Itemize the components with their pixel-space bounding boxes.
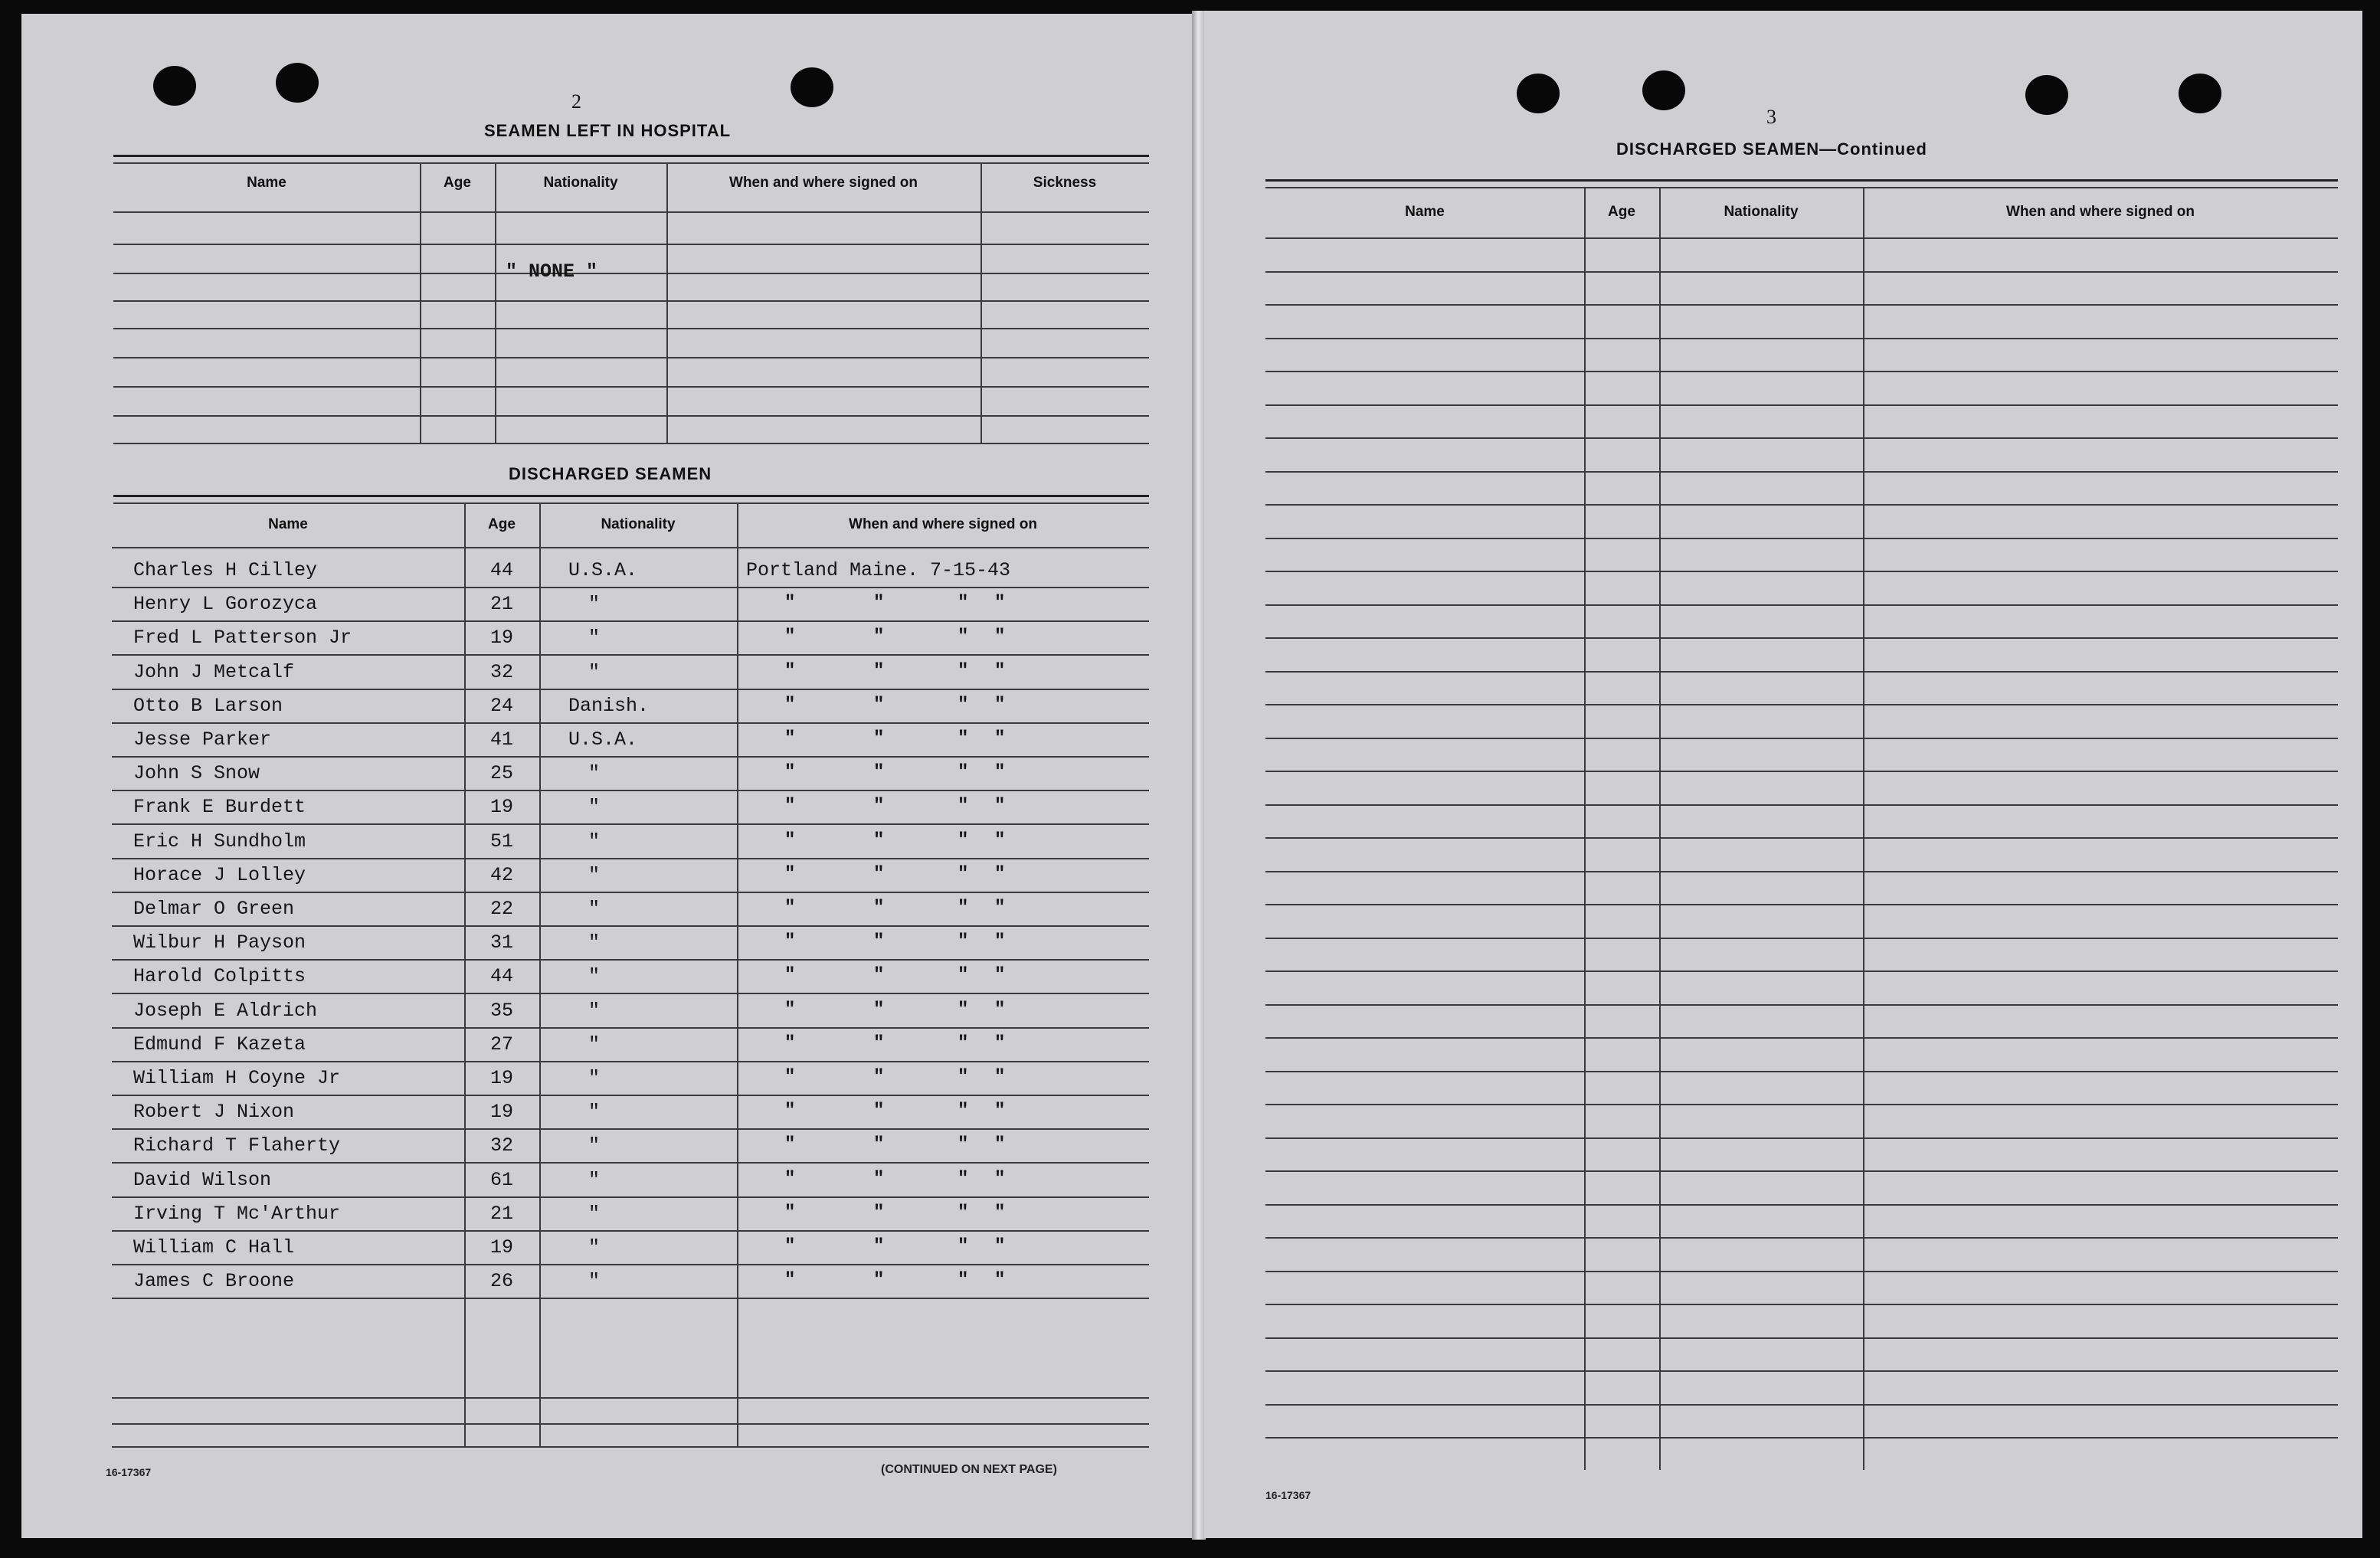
ditto-mark: ": [994, 796, 1006, 817]
crew-age: 42: [490, 864, 514, 886]
row-rule: [1265, 1404, 2338, 1406]
row-rule: [1265, 804, 2338, 806]
row-rule: [112, 959, 1149, 961]
ditto-mark: ": [994, 1000, 1006, 1020]
row-rule: [1265, 738, 2338, 739]
row-rule: [1265, 904, 2338, 905]
ditto-mark: ": [873, 1169, 885, 1190]
crew-nationality: ": [588, 1033, 601, 1056]
crew-age: 25: [490, 762, 514, 784]
row-rule: [112, 654, 1149, 656]
row-rule: [112, 1230, 1149, 1232]
column-divider: [420, 162, 421, 443]
crew-name: Harold Colpitts: [133, 965, 306, 987]
column-divider: [666, 162, 668, 443]
ditto-mark: ": [873, 965, 885, 986]
ditto-mark: ": [784, 1236, 796, 1257]
row-rule: [1265, 1237, 2338, 1239]
crew-nationality: ": [588, 661, 601, 683]
row-rule: [1265, 604, 2338, 606]
row-rule: [1265, 1337, 2338, 1339]
crew-age: 19: [490, 1236, 514, 1259]
row-rule: [112, 1446, 1149, 1448]
column-divider: [980, 162, 982, 443]
ditto-mark: ": [994, 898, 1006, 918]
ditto-mark: ": [784, 695, 796, 715]
ditto-mark: ": [784, 898, 796, 918]
row-rule: [112, 1397, 1149, 1399]
row-rule: [112, 1298, 1149, 1299]
row-rule: [1265, 571, 2338, 572]
ditto-mark: ": [994, 1169, 1006, 1190]
ditto-mark: ": [784, 762, 796, 783]
crew-name: Joseph E Aldrich: [133, 1000, 318, 1022]
row-rule: [112, 756, 1149, 758]
row-rule: [1265, 437, 2338, 439]
row-rule: [1265, 1271, 2338, 1272]
continued-header-signed-on: When and where signed on: [2006, 204, 2195, 220]
ditto-mark: ": [994, 1134, 1006, 1155]
row-rule: [1265, 871, 2338, 872]
crew-nationality: ": [588, 898, 601, 920]
row-rule: [112, 1128, 1149, 1130]
ditto-mark: ": [873, 864, 885, 885]
ditto-mark: ": [873, 661, 885, 682]
crew-nationality: ": [588, 1067, 601, 1089]
punch-hole: [153, 66, 196, 106]
ditto-mark: ": [958, 1067, 969, 1088]
crew-name: James C Broone: [133, 1270, 295, 1292]
row-rule: [112, 722, 1149, 724]
ditto-mark: ": [873, 931, 885, 952]
ditto-mark: ": [784, 796, 796, 817]
crew-nationality: U.S.A.: [568, 728, 638, 751]
ditto-mark: ": [784, 1033, 796, 1054]
row-rule: [112, 993, 1149, 994]
ditto-mark: ": [994, 1203, 1006, 1223]
ditto-mark: ": [784, 931, 796, 952]
row-rule: [1265, 1071, 2338, 1072]
row-rule: [1265, 704, 2338, 705]
row-rule: [1265, 371, 2338, 372]
crew-name: Delmar O Green: [133, 898, 295, 920]
ditto-mark: ": [958, 627, 969, 647]
crew-age: 19: [490, 1101, 514, 1123]
row-rule: [112, 1264, 1149, 1265]
ditto-mark: ": [958, 830, 969, 851]
punch-hole: [791, 67, 833, 107]
rule: [1265, 179, 2338, 182]
row-rule: [113, 415, 1149, 417]
form-number: 16-17367: [1265, 1489, 1311, 1501]
discharged-section-title: DISCHARGED SEAMEN: [509, 464, 712, 483]
column-divider: [737, 502, 738, 1446]
row-rule: [1265, 538, 2338, 539]
ditto-mark: ": [994, 1270, 1006, 1291]
ditto-mark: ": [784, 1000, 796, 1020]
crew-age: 21: [490, 1203, 514, 1225]
crew-nationality: ": [588, 1270, 601, 1292]
right-page: [1204, 11, 2362, 1538]
row-rule: [112, 858, 1149, 859]
ditto-mark: ": [958, 593, 969, 614]
row-rule: [1265, 304, 2338, 306]
crew-name: Horace J Lolley: [133, 864, 306, 886]
ditto-mark: ": [873, 898, 885, 918]
ditto-mark: ": [994, 1101, 1006, 1121]
crew-name: Eric H Sundholm: [133, 830, 306, 853]
row-rule: [112, 1095, 1149, 1096]
ditto-mark: ": [994, 661, 1006, 682]
row-rule: [1265, 1004, 2338, 1006]
crew-name: William H Coyne Jr: [133, 1067, 341, 1089]
crew-name: Frank E Burdett: [133, 796, 306, 818]
ditto-mark: ": [994, 965, 1006, 986]
ditto-mark: ": [958, 898, 969, 918]
ditto-mark: ": [873, 1000, 885, 1020]
ditto-mark: ": [873, 1033, 885, 1054]
crew-name: Charles H Cilley: [133, 559, 318, 581]
ditto-mark: ": [784, 1203, 796, 1223]
continued-header-name: Name: [1405, 204, 1445, 220]
row-rule: [112, 587, 1149, 588]
crew-nationality: ": [588, 864, 601, 886]
row-rule: [113, 244, 1149, 245]
row-rule: [1265, 504, 2338, 506]
crew-name: David Wilson: [133, 1169, 272, 1191]
crew-age: 32: [490, 1134, 514, 1157]
crew-age: 51: [490, 830, 514, 853]
row-rule: [1265, 1370, 2338, 1372]
rule: [113, 155, 1149, 157]
left-page: [21, 14, 1193, 1538]
header-rule: [112, 547, 1149, 548]
ditto-mark: ": [958, 762, 969, 783]
hosp-header-nationality: Nationality: [543, 175, 618, 191]
ditto-mark: ": [784, 965, 796, 986]
page-number: 2: [571, 90, 581, 113]
row-rule: [113, 273, 1149, 274]
crew-age: 24: [490, 695, 514, 717]
ditto-mark: ": [958, 931, 969, 952]
crew-age: 19: [490, 627, 514, 649]
crew-name: William C Hall: [133, 1236, 295, 1259]
ditto-mark: ": [958, 1101, 969, 1121]
row-rule: [112, 689, 1149, 690]
crew-signed-on: Portland Maine. 7-15-43: [746, 559, 1011, 581]
hosp-header-name: Name: [247, 175, 286, 191]
ditto-mark: ": [958, 796, 969, 817]
crew-name: Henry L Gorozyca: [133, 593, 318, 615]
crew-nationality: Danish.: [568, 695, 650, 717]
rule: [1265, 187, 2338, 188]
ditto-mark: ": [873, 627, 885, 647]
ditto-mark: ": [994, 1236, 1006, 1257]
ditto-mark: ": [873, 695, 885, 715]
punch-hole: [276, 63, 319, 103]
ditto-mark: ": [784, 627, 796, 647]
ditto-mark: ": [784, 830, 796, 851]
crew-name: Robert J Nixon: [133, 1101, 295, 1123]
row-rule: [1265, 970, 2338, 972]
row-rule: [1265, 404, 2338, 406]
row-rule: [113, 300, 1149, 302]
ditto-mark: ": [994, 1033, 1006, 1054]
ditto-mark: ": [873, 1270, 885, 1291]
ditto-mark: ": [994, 593, 1006, 614]
ditto-mark: ": [873, 593, 885, 614]
crew-nationality: ": [588, 1134, 601, 1157]
crew-nationality: ": [588, 1000, 601, 1022]
ditto-mark: ": [873, 1203, 885, 1223]
row-rule: [113, 328, 1149, 329]
crew-age: 19: [490, 1067, 514, 1089]
crew-nationality: ": [588, 1203, 601, 1225]
ditto-mark: ": [784, 864, 796, 885]
hospital-entry: " NONE ": [506, 260, 598, 283]
row-rule: [112, 620, 1149, 622]
ditto-mark: ": [994, 762, 1006, 783]
row-rule: [1265, 271, 2338, 273]
crew-name: Richard T Flaherty: [133, 1134, 341, 1157]
crew-age: 31: [490, 931, 514, 954]
discharged-header-signed-on: When and where signed on: [849, 516, 1037, 532]
ditto-mark: ": [994, 728, 1006, 749]
ditto-mark: ": [873, 762, 885, 783]
ditto-mark: ": [994, 627, 1006, 647]
row-rule: [1265, 1204, 2338, 1206]
ditto-mark: ": [958, 1134, 969, 1155]
ditto-mark: ": [958, 965, 969, 986]
hosp-header-age: Age: [444, 175, 471, 191]
rule: [113, 495, 1149, 497]
ditto-mark: ": [873, 1236, 885, 1257]
crew-nationality: ": [588, 1236, 601, 1259]
row-rule: [1265, 237, 2338, 239]
crew-name: John J Metcalf: [133, 661, 295, 683]
crew-nationality: ": [588, 627, 601, 649]
hosp-header-signed-on: When and where signed on: [729, 175, 918, 191]
continued-header-age: Age: [1608, 204, 1635, 220]
ditto-mark: ": [784, 1270, 796, 1291]
punch-hole: [1642, 70, 1685, 110]
row-rule: [113, 443, 1149, 444]
form-number: 16-17367: [106, 1466, 152, 1478]
ditto-mark: ": [958, 1000, 969, 1020]
row-rule: [113, 211, 1149, 213]
crew-nationality: ": [588, 593, 601, 615]
ditto-mark: ": [958, 1203, 969, 1223]
ditto-mark: ": [784, 1169, 796, 1190]
column-divider: [1863, 187, 1864, 1470]
crew-nationality: ": [588, 762, 601, 784]
row-rule: [1265, 637, 2338, 639]
crew-age: 21: [490, 593, 514, 615]
row-rule: [112, 1162, 1149, 1164]
discharged-header-nationality: Nationality: [601, 516, 676, 532]
crew-age: 41: [490, 728, 514, 751]
ditto-mark: ": [873, 1101, 885, 1121]
row-rule: [112, 925, 1149, 927]
page-number: 3: [1766, 106, 1776, 128]
column-divider: [1584, 187, 1586, 1470]
crew-name: Wilbur H Payson: [133, 931, 306, 954]
ditto-mark: ": [994, 931, 1006, 952]
row-rule: [1265, 1104, 2338, 1105]
ditto-mark: ": [994, 830, 1006, 851]
punch-hole: [2025, 75, 2068, 115]
continued-footer: (CONTINUED ON NEXT PAGE): [881, 1463, 1057, 1476]
column-divider: [1659, 187, 1661, 1470]
row-rule: [1265, 1304, 2338, 1305]
ditto-mark: ": [784, 1067, 796, 1088]
crew-nationality: U.S.A.: [568, 559, 638, 581]
crew-age: 44: [490, 965, 514, 987]
crew-nationality: ": [588, 830, 601, 853]
crew-age: 44: [490, 559, 514, 581]
crew-nationality: ": [588, 796, 601, 818]
row-rule: [1265, 771, 2338, 772]
row-rule: [112, 790, 1149, 791]
row-rule: [1265, 471, 2338, 473]
ditto-mark: ": [994, 1067, 1006, 1088]
crew-name: Jesse Parker: [133, 728, 272, 751]
row-rule: [1265, 338, 2338, 339]
crew-name: John S Snow: [133, 762, 260, 784]
ditto-mark: ": [958, 1270, 969, 1291]
ditto-mark: ": [958, 695, 969, 715]
crew-age: 32: [490, 661, 514, 683]
crew-age: 19: [490, 796, 514, 818]
row-rule: [1265, 1437, 2338, 1439]
row-rule: [112, 1061, 1149, 1062]
ditto-mark: ": [784, 1101, 796, 1121]
crew-nationality: ": [588, 965, 601, 987]
ditto-mark: ": [873, 728, 885, 749]
row-rule: [1265, 1137, 2338, 1139]
punch-hole: [2179, 74, 2221, 113]
crew-age: 26: [490, 1270, 514, 1292]
ditto-mark: ": [994, 695, 1006, 715]
row-rule: [1265, 1037, 2338, 1039]
row-rule: [112, 1196, 1149, 1198]
punch-hole: [1517, 74, 1560, 113]
ditto-mark: ": [958, 728, 969, 749]
crew-name: Irving T Mc'Arthur: [133, 1203, 341, 1225]
row-rule: [113, 357, 1149, 358]
ditto-mark: ": [958, 1033, 969, 1054]
discharged-header-name: Name: [268, 516, 308, 532]
ditto-mark: ": [958, 1236, 969, 1257]
row-rule: [1265, 671, 2338, 673]
continued-section-title: DISCHARGED SEAMEN—Continued: [1616, 139, 1927, 159]
rule: [113, 162, 1149, 164]
crew-nationality: ": [588, 1169, 601, 1191]
crew-name: Otto B Larson: [133, 695, 283, 717]
column-divider: [464, 502, 466, 1446]
row-rule: [112, 1423, 1149, 1425]
crew-nationality: ": [588, 931, 601, 954]
ditto-mark: ": [784, 661, 796, 682]
continued-header-nationality: Nationality: [1724, 204, 1799, 220]
discharged-header-age: Age: [488, 516, 516, 532]
ditto-mark: ": [873, 1134, 885, 1155]
ditto-mark: ": [784, 728, 796, 749]
row-rule: [112, 1027, 1149, 1029]
row-rule: [112, 823, 1149, 825]
hosp-header-sickness: Sickness: [1033, 175, 1097, 191]
ditto-mark: ": [784, 593, 796, 614]
ditto-mark: ": [873, 1067, 885, 1088]
crew-name: Edmund F Kazeta: [133, 1033, 306, 1056]
ditto-mark: ": [994, 864, 1006, 885]
crew-age: 61: [490, 1169, 514, 1191]
crew-age: 22: [490, 898, 514, 920]
column-divider: [495, 162, 496, 443]
ditto-mark: ": [958, 661, 969, 682]
crew-age: 35: [490, 1000, 514, 1022]
ditto-mark: ": [958, 864, 969, 885]
row-rule: [1265, 837, 2338, 839]
crew-nationality: ": [588, 1101, 601, 1123]
ditto-mark: ": [784, 1134, 796, 1155]
row-rule: [1265, 938, 2338, 939]
hospital-section-title: SEAMEN LEFT IN HOSPITAL: [484, 121, 732, 140]
crew-name: Fred L Patterson Jr: [133, 627, 352, 649]
rule: [113, 502, 1149, 504]
ditto-mark: ": [873, 830, 885, 851]
column-divider: [539, 502, 541, 1446]
crew-age: 27: [490, 1033, 514, 1056]
row-rule: [1265, 1170, 2338, 1172]
row-rule: [113, 386, 1149, 388]
ditto-mark: ": [958, 1169, 969, 1190]
row-rule: [112, 892, 1149, 893]
ditto-mark: ": [873, 796, 885, 817]
